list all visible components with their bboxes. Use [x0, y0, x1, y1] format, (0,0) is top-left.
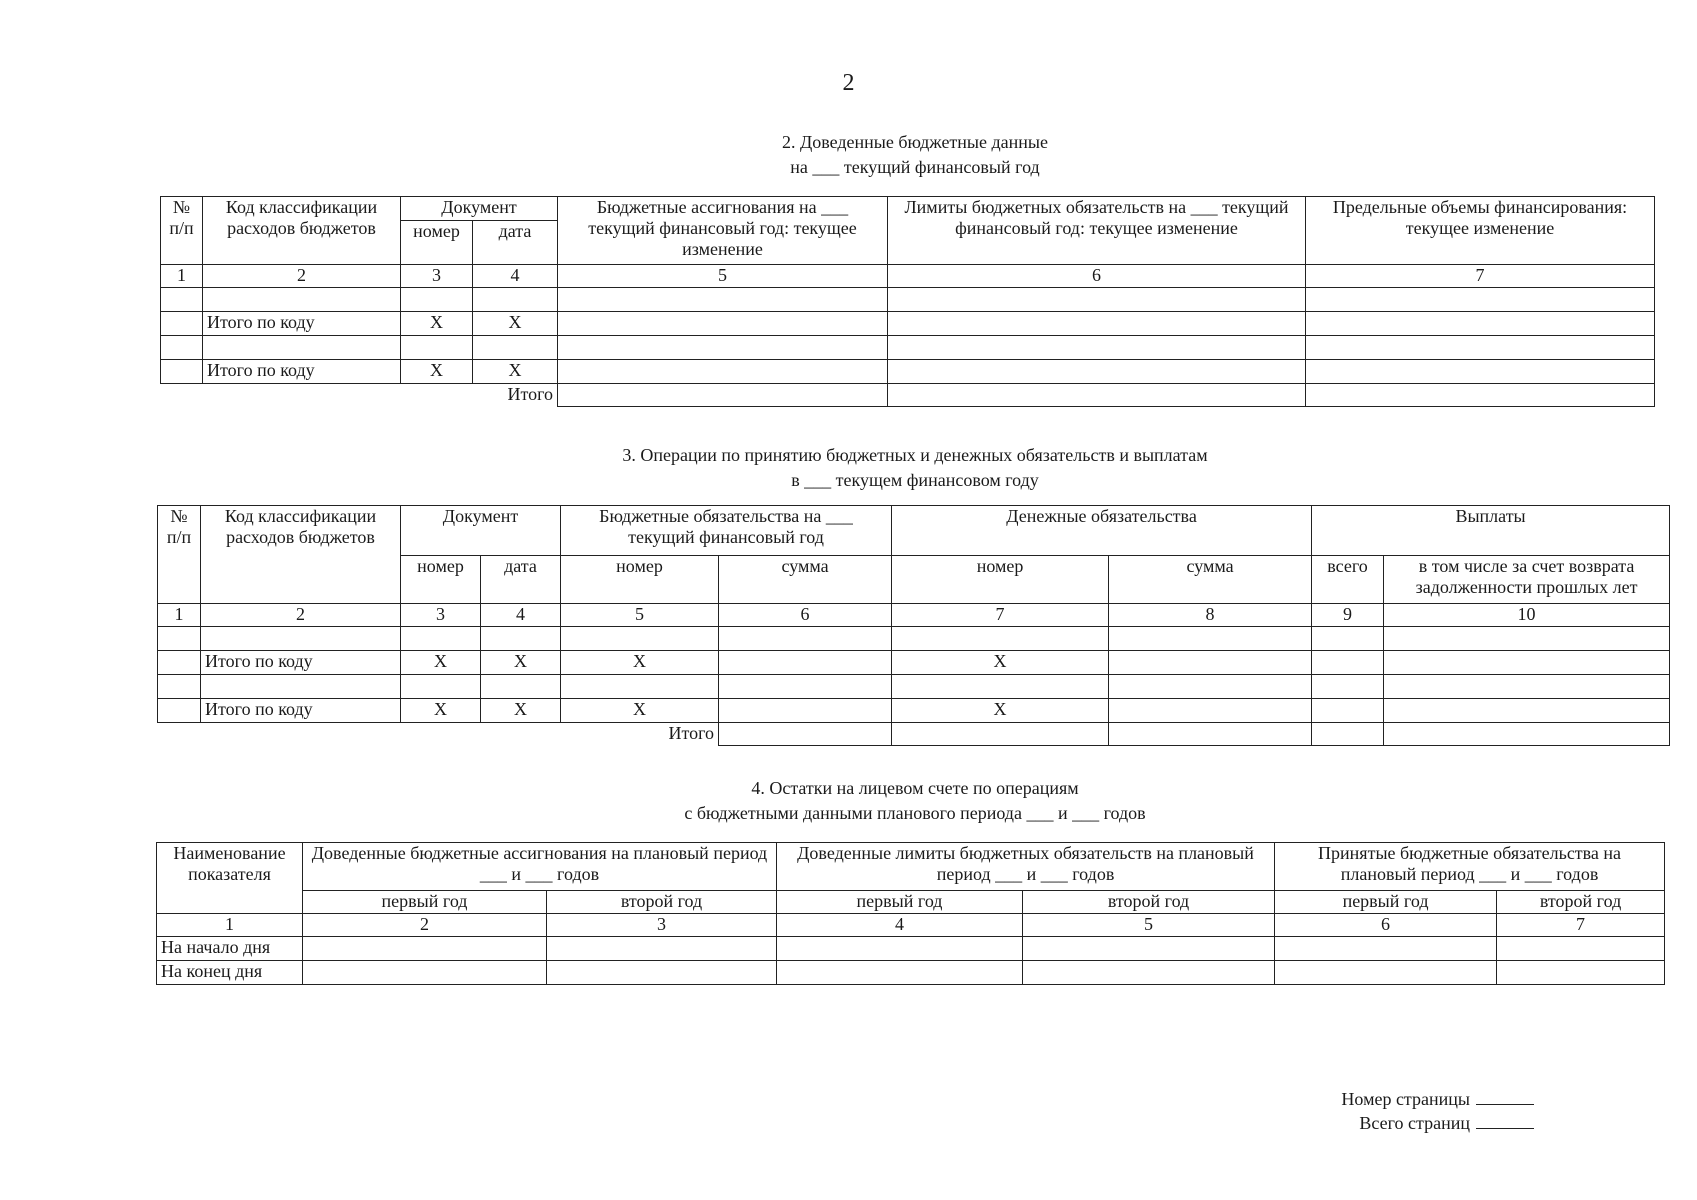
x-mark: X	[561, 699, 719, 723]
s2-header-limits: Лимиты бюджетных обязательств на ___ текущий финансовый год: текущее изменение	[888, 197, 1306, 265]
s3-header-doc-date: дата	[481, 556, 561, 604]
s2-blank-row	[161, 336, 1655, 360]
s3-header-doc: Документ	[401, 506, 561, 556]
page-number-label: Номер страницы	[1341, 1089, 1470, 1109]
page-number-blank	[1476, 1088, 1534, 1105]
total-pages-label: Всего страниц	[1359, 1113, 1470, 1133]
s2-col-number-row	[161, 265, 1655, 288]
s3-header-money-obl: Денежные обязательства	[892, 506, 1312, 556]
section3-table	[157, 505, 1670, 746]
s4-colnum: 2	[303, 914, 547, 937]
s2-colnum: 2	[203, 265, 401, 288]
s3-subtotal-row	[158, 699, 1670, 723]
s3-blank-row	[158, 627, 1670, 651]
s4-colnum: 5	[1023, 914, 1275, 937]
x-mark: X	[401, 651, 481, 675]
s2-blank-row	[161, 288, 1655, 312]
s4-header-accepted: Принятые бюджетные обязательства на плановый период ___ и ___ годов	[1275, 843, 1665, 891]
s2-header-assign: Бюджетные ассигнования на ___ текущий финансовый год: текущее изменение	[558, 197, 888, 265]
s4-row-start	[157, 937, 1665, 961]
s4-header-first-year: первый год	[1275, 891, 1497, 914]
s3-header-doc-num: номер	[401, 556, 481, 604]
section2-table	[160, 196, 1655, 407]
section2-title-line1: 2. Доведенные бюджетные данные	[781, 132, 1049, 152]
x-mark: X	[473, 360, 558, 384]
s4-row-label: На конец дня	[157, 961, 303, 985]
x-mark: X	[481, 651, 561, 675]
s2-header-doc-date: дата	[473, 221, 558, 265]
s2-colnum: 4	[473, 265, 558, 288]
s2-total-row	[161, 384, 1655, 407]
s2-total-label: Итого	[473, 384, 558, 407]
x-mark: X	[473, 312, 558, 336]
s4-colnum: 7	[1497, 914, 1665, 937]
s3-header-money-obl-sum: сумма	[1109, 556, 1312, 604]
s4-colnum: 4	[777, 914, 1023, 937]
section3-title	[300, 443, 1530, 493]
s3-header-budget-obl-sum: сумма	[719, 556, 892, 604]
s2-header-code: Код классификации расходов бюджетов	[203, 197, 401, 265]
section4-title-line2: с бюджетными данными планового периода ___ и ___ годов	[684, 803, 1146, 823]
s3-colnum: 10	[1384, 604, 1670, 627]
x-mark: X	[401, 312, 473, 336]
s2-header-financing: Предельные объемы финансирования: текущее изменение	[1306, 197, 1655, 265]
s3-header-payments-total: всего	[1312, 556, 1384, 604]
s3-subtotal-row	[158, 651, 1670, 675]
s2-colnum: 5	[558, 265, 888, 288]
s3-colnum: 9	[1312, 604, 1384, 627]
s2-subtotal-label: Итого по коду	[203, 360, 401, 384]
s3-total-row	[158, 723, 1670, 746]
s3-colnum: 8	[1109, 604, 1312, 627]
s4-header-first-year: первый год	[303, 891, 547, 914]
section2-title-line2: на ___ текущий финансовый год	[790, 157, 1040, 177]
section4-title	[300, 776, 1530, 826]
s2-subtotal-label: Итого по коду	[203, 312, 401, 336]
s2-subtotal-row	[161, 360, 1655, 384]
s4-colnum: 1	[157, 914, 303, 937]
s3-colnum: 2	[201, 604, 401, 627]
s4-header-assign: Доведенные бюджетные ассигнования на плановый период ___ и ___ годов	[303, 843, 777, 891]
s2-subtotal-row	[161, 312, 1655, 336]
s3-subtotal-label: Итого по коду	[201, 651, 401, 675]
s2-colnum: 3	[401, 265, 473, 288]
section3-title-line1: 3. Операции по принятию бюджетных и денежных обязательств и выплатам	[622, 445, 1208, 465]
s3-colnum: 7	[892, 604, 1109, 627]
x-mark: X	[892, 651, 1109, 675]
s4-col-number-row	[157, 914, 1665, 937]
page-number: 2	[842, 70, 855, 96]
total-pages-field	[1341, 1112, 1534, 1134]
x-mark: X	[401, 699, 481, 723]
s3-colnum: 4	[481, 604, 561, 627]
s3-header-budget-obl-num: номер	[561, 556, 719, 604]
s4-header-first-year: первый год	[777, 891, 1023, 914]
s3-header-code: Код классификации расходов бюджетов	[201, 506, 401, 604]
section4-title-line1: 4. Остатки на лицевом счете по операциям	[751, 778, 1079, 798]
s3-header-num: № п/п	[158, 506, 201, 604]
s3-header-payments-debt: в том числе за счет возврата задолженности прошлых лет	[1384, 556, 1670, 604]
s2-header-doc-num: номер	[401, 221, 473, 265]
footer	[1341, 1088, 1534, 1134]
s4-row-end	[157, 961, 1665, 985]
s3-header-budget-obl: Бюджетные обязательства на ___ текущий финансовый год	[561, 506, 892, 556]
s2-header-doc: Документ	[401, 197, 558, 221]
s3-colnum: 5	[561, 604, 719, 627]
s3-header-payments: Выплаты	[1312, 506, 1670, 556]
x-mark: X	[561, 651, 719, 675]
section3-title-line2: в ___ текущем финансовом году	[791, 470, 1039, 490]
s2-colnum: 1	[161, 265, 203, 288]
s3-col-number-row	[158, 604, 1670, 627]
s4-row-label: На начало дня	[157, 937, 303, 961]
s3-total-label: Итого	[561, 723, 719, 746]
total-pages-blank	[1476, 1112, 1534, 1129]
x-mark: X	[481, 699, 561, 723]
x-mark: X	[892, 699, 1109, 723]
s3-colnum: 3	[401, 604, 481, 627]
s3-colnum: 1	[158, 604, 201, 627]
s3-colnum: 6	[719, 604, 892, 627]
s2-header-num: № п/п	[161, 197, 203, 265]
s3-blank-row	[158, 675, 1670, 699]
section2-title	[300, 130, 1530, 180]
section4-table	[156, 842, 1665, 985]
s4-colnum: 3	[547, 914, 777, 937]
s2-colnum: 7	[1306, 265, 1655, 288]
s4-header-second-year: второй год	[1023, 891, 1275, 914]
x-mark: X	[401, 360, 473, 384]
s3-header-money-obl-num: номер	[892, 556, 1109, 604]
page-number-field	[1341, 1088, 1534, 1110]
s2-colnum: 6	[888, 265, 1306, 288]
s3-subtotal-label: Итого по коду	[201, 699, 401, 723]
s4-header-second-year: второй год	[1497, 891, 1665, 914]
s4-header-name: Наименование показателя	[157, 843, 303, 914]
s4-header-second-year: второй год	[547, 891, 777, 914]
s4-colnum: 6	[1275, 914, 1497, 937]
s4-header-limits: Доведенные лимиты бюджетных обязательств на плановый период ___ и ___ годов	[777, 843, 1275, 891]
